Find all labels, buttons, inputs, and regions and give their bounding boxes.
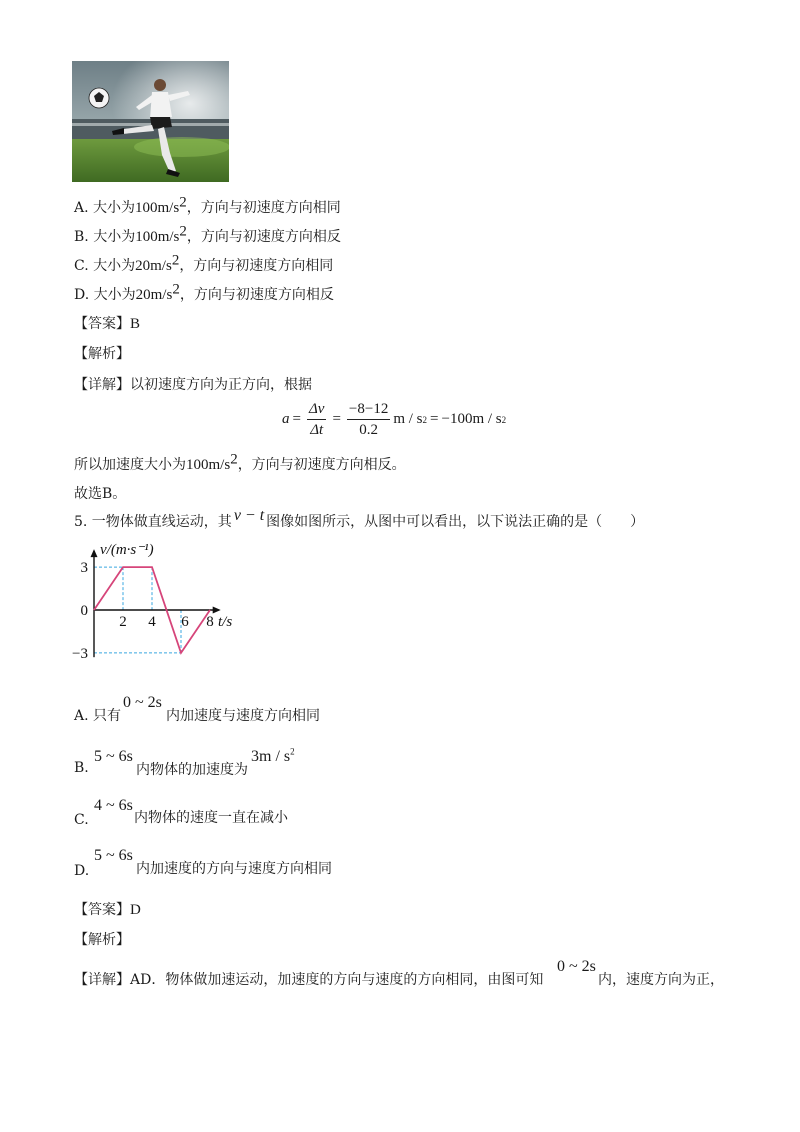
frac-den: 0.2 bbox=[359, 422, 378, 438]
option-value: 100m/s bbox=[135, 229, 180, 245]
y-tick-label-2: −3 bbox=[72, 645, 88, 662]
option-pre: 只有 bbox=[93, 708, 122, 724]
conclusion-post: ，方向与初速度方向相反。 bbox=[237, 457, 406, 473]
option-value: 100m/s bbox=[135, 200, 180, 216]
stem-var: v − t bbox=[233, 507, 265, 524]
x-tick-label-6: 6 bbox=[181, 614, 189, 630]
q5-option-c[interactable] bbox=[74, 810, 89, 830]
option-exp: 2 bbox=[179, 194, 187, 211]
option-letter: D. bbox=[74, 287, 90, 303]
q5-option-b[interactable] bbox=[74, 758, 89, 778]
q4-option-b[interactable] bbox=[74, 223, 341, 247]
q4-option-c[interactable] bbox=[74, 252, 334, 276]
option-letter: C. bbox=[74, 812, 89, 828]
option-letter: A. bbox=[74, 200, 89, 216]
q5-option-d-expr: 5 ~ 6s bbox=[94, 847, 133, 864]
formula-frac-values bbox=[347, 400, 390, 439]
option-post: ，方向与初速度方向相同 bbox=[186, 200, 341, 216]
answer-value: B bbox=[130, 316, 141, 332]
option-letter: B. bbox=[74, 760, 89, 776]
x-tick-label-8: 8 bbox=[206, 614, 214, 630]
answer-tag: 【答案】 bbox=[74, 902, 130, 918]
conclusion-value: 100m/s bbox=[186, 457, 231, 473]
option-pre: 大小为 bbox=[93, 229, 136, 245]
answer-value: D bbox=[130, 902, 141, 918]
q5-option-c-post: 内物体的速度一直在减小 bbox=[134, 810, 288, 826]
option-letter: D. bbox=[74, 863, 90, 879]
q5-option-d[interactable] bbox=[74, 861, 89, 881]
formula-frac-delta bbox=[307, 400, 326, 439]
option-exp: 2 bbox=[172, 281, 180, 298]
option-post: ，方向与初速度方向相同 bbox=[179, 258, 334, 274]
formula-lhs: a bbox=[282, 411, 290, 427]
vt-chart bbox=[70, 536, 270, 666]
q5-stem bbox=[74, 507, 645, 532]
q5-detail-expr: 0 ~ 2s bbox=[557, 958, 596, 975]
q4-formula: a = $\frac{\Delta v}{\Delta t}$ = $\frac{-8-12}{0.2}$ m / s 2 = −100m / s 2 bbox=[282, 401, 507, 438]
analysis-tag: 【解析】 bbox=[74, 346, 130, 362]
q4-option-d[interactable] bbox=[74, 281, 334, 305]
q4-answer bbox=[74, 314, 140, 334]
y-tick-label-1: 0 bbox=[80, 603, 88, 619]
option-pre: 大小为 bbox=[93, 200, 136, 216]
option-pre: 大小为 bbox=[93, 287, 136, 303]
q5-option-b-expr2 bbox=[251, 748, 295, 766]
detail-tag: 【详解】 bbox=[74, 972, 130, 988]
detail-text: 以初速度方向为正方向，根据 bbox=[130, 377, 312, 393]
q5-analysis bbox=[74, 930, 130, 950]
formula-eq1: = bbox=[292, 411, 301, 427]
detail-tag: 【详解】 bbox=[74, 377, 130, 393]
q5-option-b-expr: 5 ~ 6s bbox=[94, 748, 133, 765]
y-axis-arrow bbox=[91, 549, 98, 557]
frac-den: Δt bbox=[310, 422, 324, 438]
option-value: 20m/s bbox=[135, 258, 172, 274]
q4-conclusion bbox=[74, 451, 406, 475]
expr2-exp: 2 bbox=[290, 746, 295, 757]
x-tick-label-4: 4 bbox=[148, 614, 156, 630]
choice-text: 故选B。 bbox=[74, 486, 127, 502]
soccer-photo bbox=[72, 61, 229, 182]
conclusion-exp: 2 bbox=[230, 451, 238, 468]
q5-option-b-post: 内物体的加速度为 bbox=[136, 762, 248, 778]
q4-option-a[interactable] bbox=[74, 194, 341, 218]
option-pre: 大小为 bbox=[93, 258, 136, 274]
option-post: ，方向与初速度方向相反 bbox=[186, 229, 341, 245]
option-post: ，方向与初速度方向相反 bbox=[179, 287, 334, 303]
q4-analysis bbox=[74, 344, 130, 364]
y-tick-label-0: 3 bbox=[80, 560, 88, 577]
q4-detail bbox=[74, 375, 312, 395]
q5-option-d-post: 内加速度的方向与速度方向相同 bbox=[136, 861, 332, 877]
x-tick-label-2: 2 bbox=[119, 614, 127, 630]
formula-unit: m / s bbox=[393, 411, 423, 427]
option-exp: 2 bbox=[179, 223, 187, 240]
option-letter: A. bbox=[74, 708, 89, 724]
q5-option-a-expr: 0 ~ 2s bbox=[123, 694, 162, 711]
formula-result: −100m / s bbox=[441, 411, 502, 427]
q5-detail bbox=[74, 970, 543, 990]
expr2-text: 3m / s bbox=[251, 748, 291, 765]
frac-num: Δv bbox=[307, 400, 326, 420]
q5-detail-post: 内，速度方向为正， bbox=[598, 972, 724, 988]
frac-num: −8−12 bbox=[347, 400, 390, 420]
y-axis-label: v/(m·s⁻¹) bbox=[100, 542, 154, 558]
q5-option-a-post: 内加速度与速度方向相同 bbox=[166, 708, 320, 724]
formula-eq3: = bbox=[430, 411, 439, 427]
x-axis-arrow bbox=[213, 607, 221, 614]
soccer-player-photo-icon bbox=[72, 61, 229, 182]
formula-eq2: = bbox=[332, 411, 341, 427]
answer-tag: 【答案】 bbox=[74, 316, 130, 332]
q5-option-a[interactable] bbox=[74, 706, 121, 726]
detail-pre: AD．物体做加速运动，加速度的方向与速度的方向相同，由图可知 bbox=[130, 972, 544, 988]
stem-pre: 5. 一物体做直线运动，其 bbox=[74, 514, 232, 530]
x-axis-label: t/s bbox=[218, 614, 233, 630]
analysis-tag: 【解析】 bbox=[74, 932, 130, 948]
option-letter: C. bbox=[74, 258, 89, 274]
q5-answer bbox=[74, 900, 141, 920]
q4-choice bbox=[74, 484, 126, 504]
conclusion-pre: 所以加速度大小为 bbox=[74, 457, 186, 473]
option-value: 20m/s bbox=[135, 287, 173, 303]
stem-post: 图像如图所示，从图中可以看出，以下说法正确的是（ ） bbox=[266, 514, 645, 530]
option-letter: B. bbox=[74, 229, 89, 245]
option-exp: 2 bbox=[171, 252, 180, 269]
q5-option-c-expr: 4 ~ 6s bbox=[94, 797, 133, 814]
